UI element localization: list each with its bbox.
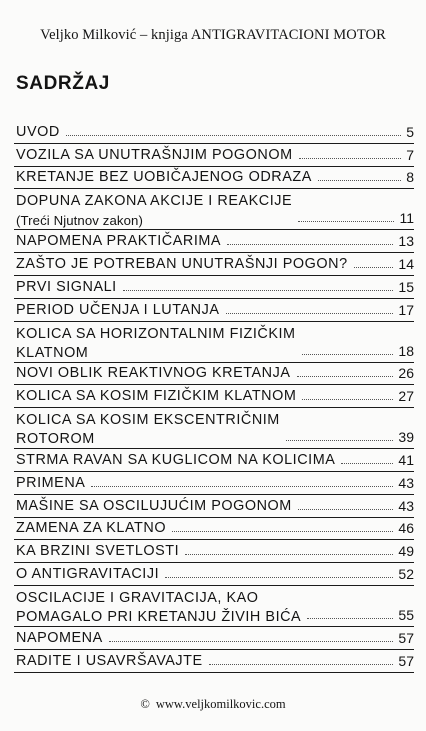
toc-entry-title-line: STRMA RAVAN SA KUGLICOM NA KOLICIMA (16, 451, 336, 468)
toc-entry (14, 495, 414, 518)
toc-dot-leader (318, 180, 401, 181)
toc-dot-leader (298, 509, 393, 510)
toc-page-number: 57 (395, 630, 414, 646)
toc-page-number: 39 (395, 429, 414, 445)
toc-page-number: 41 (395, 452, 414, 468)
toc-entry (14, 363, 414, 386)
toc-page-number: 7 (403, 147, 414, 163)
toc-dot-leader (165, 577, 393, 578)
toc-entry-title-line: ZAŠTO JE POTREBAN UNUTRAŠNJI POGON? (16, 255, 348, 272)
toc-entry (14, 299, 414, 322)
toc-entry-title-line: O ANTIGRAVITACIJI (16, 565, 160, 582)
page-footer (0, 697, 426, 712)
toc-entry-title-line: KRETANJE BEZ UOBIČAJENOG ODRAZA (16, 169, 312, 186)
toc-entry-title-line: ROTOROM (16, 431, 95, 448)
toc-dot-leader (341, 463, 393, 464)
toc-entry-title (16, 475, 85, 491)
toc-dot-leader (286, 440, 393, 441)
copyright-symbol: © (140, 697, 150, 711)
toc-page-number: 18 (395, 343, 414, 359)
toc-entry (14, 189, 414, 230)
toc-entry-title-line: NAPOMENA PRAKTIČARIMA (16, 233, 222, 250)
toc-entry (14, 586, 414, 627)
toc-dot-leader (297, 376, 393, 377)
toc-entry-title (16, 566, 159, 582)
toc-entry (14, 230, 414, 253)
toc-dot-leader (354, 267, 393, 268)
toc-dot-leader (227, 244, 393, 245)
toc-page-number: 15 (395, 279, 414, 295)
toc-entry (14, 276, 414, 299)
toc-dot-leader (185, 554, 393, 555)
toc-entry-title-line: NOVI OBLIK REAKTIVNOG KRETANJA (16, 365, 291, 382)
toc-entry (14, 627, 414, 650)
toc-entry-title (16, 498, 292, 514)
toc-page-number: 17 (395, 302, 414, 318)
toc-entry-title (16, 325, 296, 363)
toc-entry-title-line: POMAGALO PRI KRETANJU ŽIVIH BIĆA (16, 608, 302, 625)
toc-entry (14, 322, 414, 363)
page-title: SADRŽAJ (16, 73, 110, 94)
toc-entry-title-line: KOLICA SA KOSIM FIZIČKIM KLATNOM (16, 388, 297, 405)
toc-entry-title-line: PRVI SIGNALI (16, 278, 117, 295)
website-link: www.veljkomilkovic.com (155, 697, 286, 711)
toc-entry-title-line: NAPOMENA (16, 629, 103, 646)
toc-entry (14, 385, 414, 408)
toc-entry-title (16, 302, 220, 318)
toc-entry-title (16, 630, 103, 646)
toc-entry-title (16, 452, 335, 468)
toc-entry (14, 449, 414, 472)
toc-entry (14, 408, 414, 449)
toc-entry-title (16, 147, 293, 163)
toc-entry (14, 472, 414, 495)
toc-page-number: 13 (395, 233, 414, 249)
toc-entry-title (16, 543, 179, 559)
toc-entry-title-line: KLATNOM (16, 344, 89, 361)
toc-entry-title-line: KOLICA SA HORIZONTALNIM FIZIČKIM (16, 325, 296, 342)
toc-entry-title (16, 279, 117, 295)
toc-entry-title-line: PERIOD UČENJA I LUTANJA (16, 301, 220, 318)
toc-entry-title-line: ZAMENA ZA KLATNO (16, 520, 167, 537)
toc-entry (14, 650, 414, 673)
table-of-contents (14, 121, 414, 673)
toc-page-number: 52 (395, 566, 414, 582)
toc-page-number: 49 (395, 543, 414, 559)
toc-page-number: 43 (395, 498, 414, 514)
toc-entry-title (16, 256, 348, 272)
toc-entry-title-line: KA BRZINI SVETLOSTI (16, 543, 180, 560)
toc-page-number: 46 (395, 520, 414, 536)
toc-dot-leader (226, 313, 393, 314)
toc-dot-leader (307, 618, 393, 619)
toc-page-number: 26 (395, 365, 414, 381)
toc-dot-leader (66, 135, 401, 136)
toc-dot-leader (302, 354, 393, 355)
toc-entry (14, 518, 414, 541)
toc-entry-title (16, 192, 292, 230)
toc-dot-leader (91, 486, 393, 487)
toc-entry-title-line: PRIMENA (16, 474, 86, 491)
toc-entry-title-line: MAŠINE SA OSCILUJUĆIM POGONOM (16, 497, 292, 514)
toc-page-number: 43 (395, 475, 414, 491)
page-header: Veljko Milković – knjiga ANTIGRAVITACIONI MOTOR (40, 27, 386, 43)
toc-entry-title-line: VOZILA SA UNUTRAŠNJIM POGONOM (16, 146, 293, 163)
toc-entry-title-line: UVOD (16, 123, 60, 140)
toc-page-number: 14 (395, 256, 414, 272)
toc-page-number: 57 (395, 653, 414, 669)
toc-entry-title (16, 365, 291, 381)
toc-page-number: 11 (396, 210, 414, 226)
toc-entry-title-line: OSCILACIJE I GRAVITACIJA, KAO (16, 589, 259, 606)
toc-entry-title (16, 411, 280, 449)
toc-page-number: 27 (395, 388, 414, 404)
toc-entry-title (16, 653, 203, 669)
toc-entry-title (16, 233, 221, 249)
toc-dot-leader (302, 399, 393, 400)
toc-dot-leader (298, 221, 394, 222)
toc-entry (14, 121, 414, 144)
toc-entry-title (16, 388, 296, 404)
toc-page-number: 55 (395, 607, 414, 623)
toc-dot-leader (299, 158, 401, 159)
toc-page-number: 5 (403, 124, 414, 140)
toc-dot-leader (209, 664, 393, 665)
toc-entry (14, 563, 414, 586)
toc-page-number: 8 (403, 169, 414, 185)
toc-entry-title-line: KOLICA SA KOSIM EKSCENTRIČNIM (16, 412, 280, 429)
toc-entry-title (16, 169, 312, 185)
toc-dot-leader (123, 290, 393, 291)
toc-entry-title-line: RADITE I USAVRŠAVAJTE (16, 652, 203, 669)
toc-entry-title-line: (Treći Njutnov zakon) (16, 213, 143, 229)
toc-entry-title (16, 520, 166, 536)
toc-entry-title (16, 589, 301, 627)
toc-entry (14, 167, 414, 190)
toc-dot-leader (172, 531, 393, 532)
toc-dot-leader (109, 641, 393, 642)
toc-entry-title (16, 124, 60, 140)
toc-entry (14, 253, 414, 276)
toc-entry-title-line: DOPUNA ZAKONA AKCIJE I REAKCIJE (16, 193, 293, 210)
toc-entry (14, 540, 414, 563)
toc-entry (14, 144, 414, 167)
